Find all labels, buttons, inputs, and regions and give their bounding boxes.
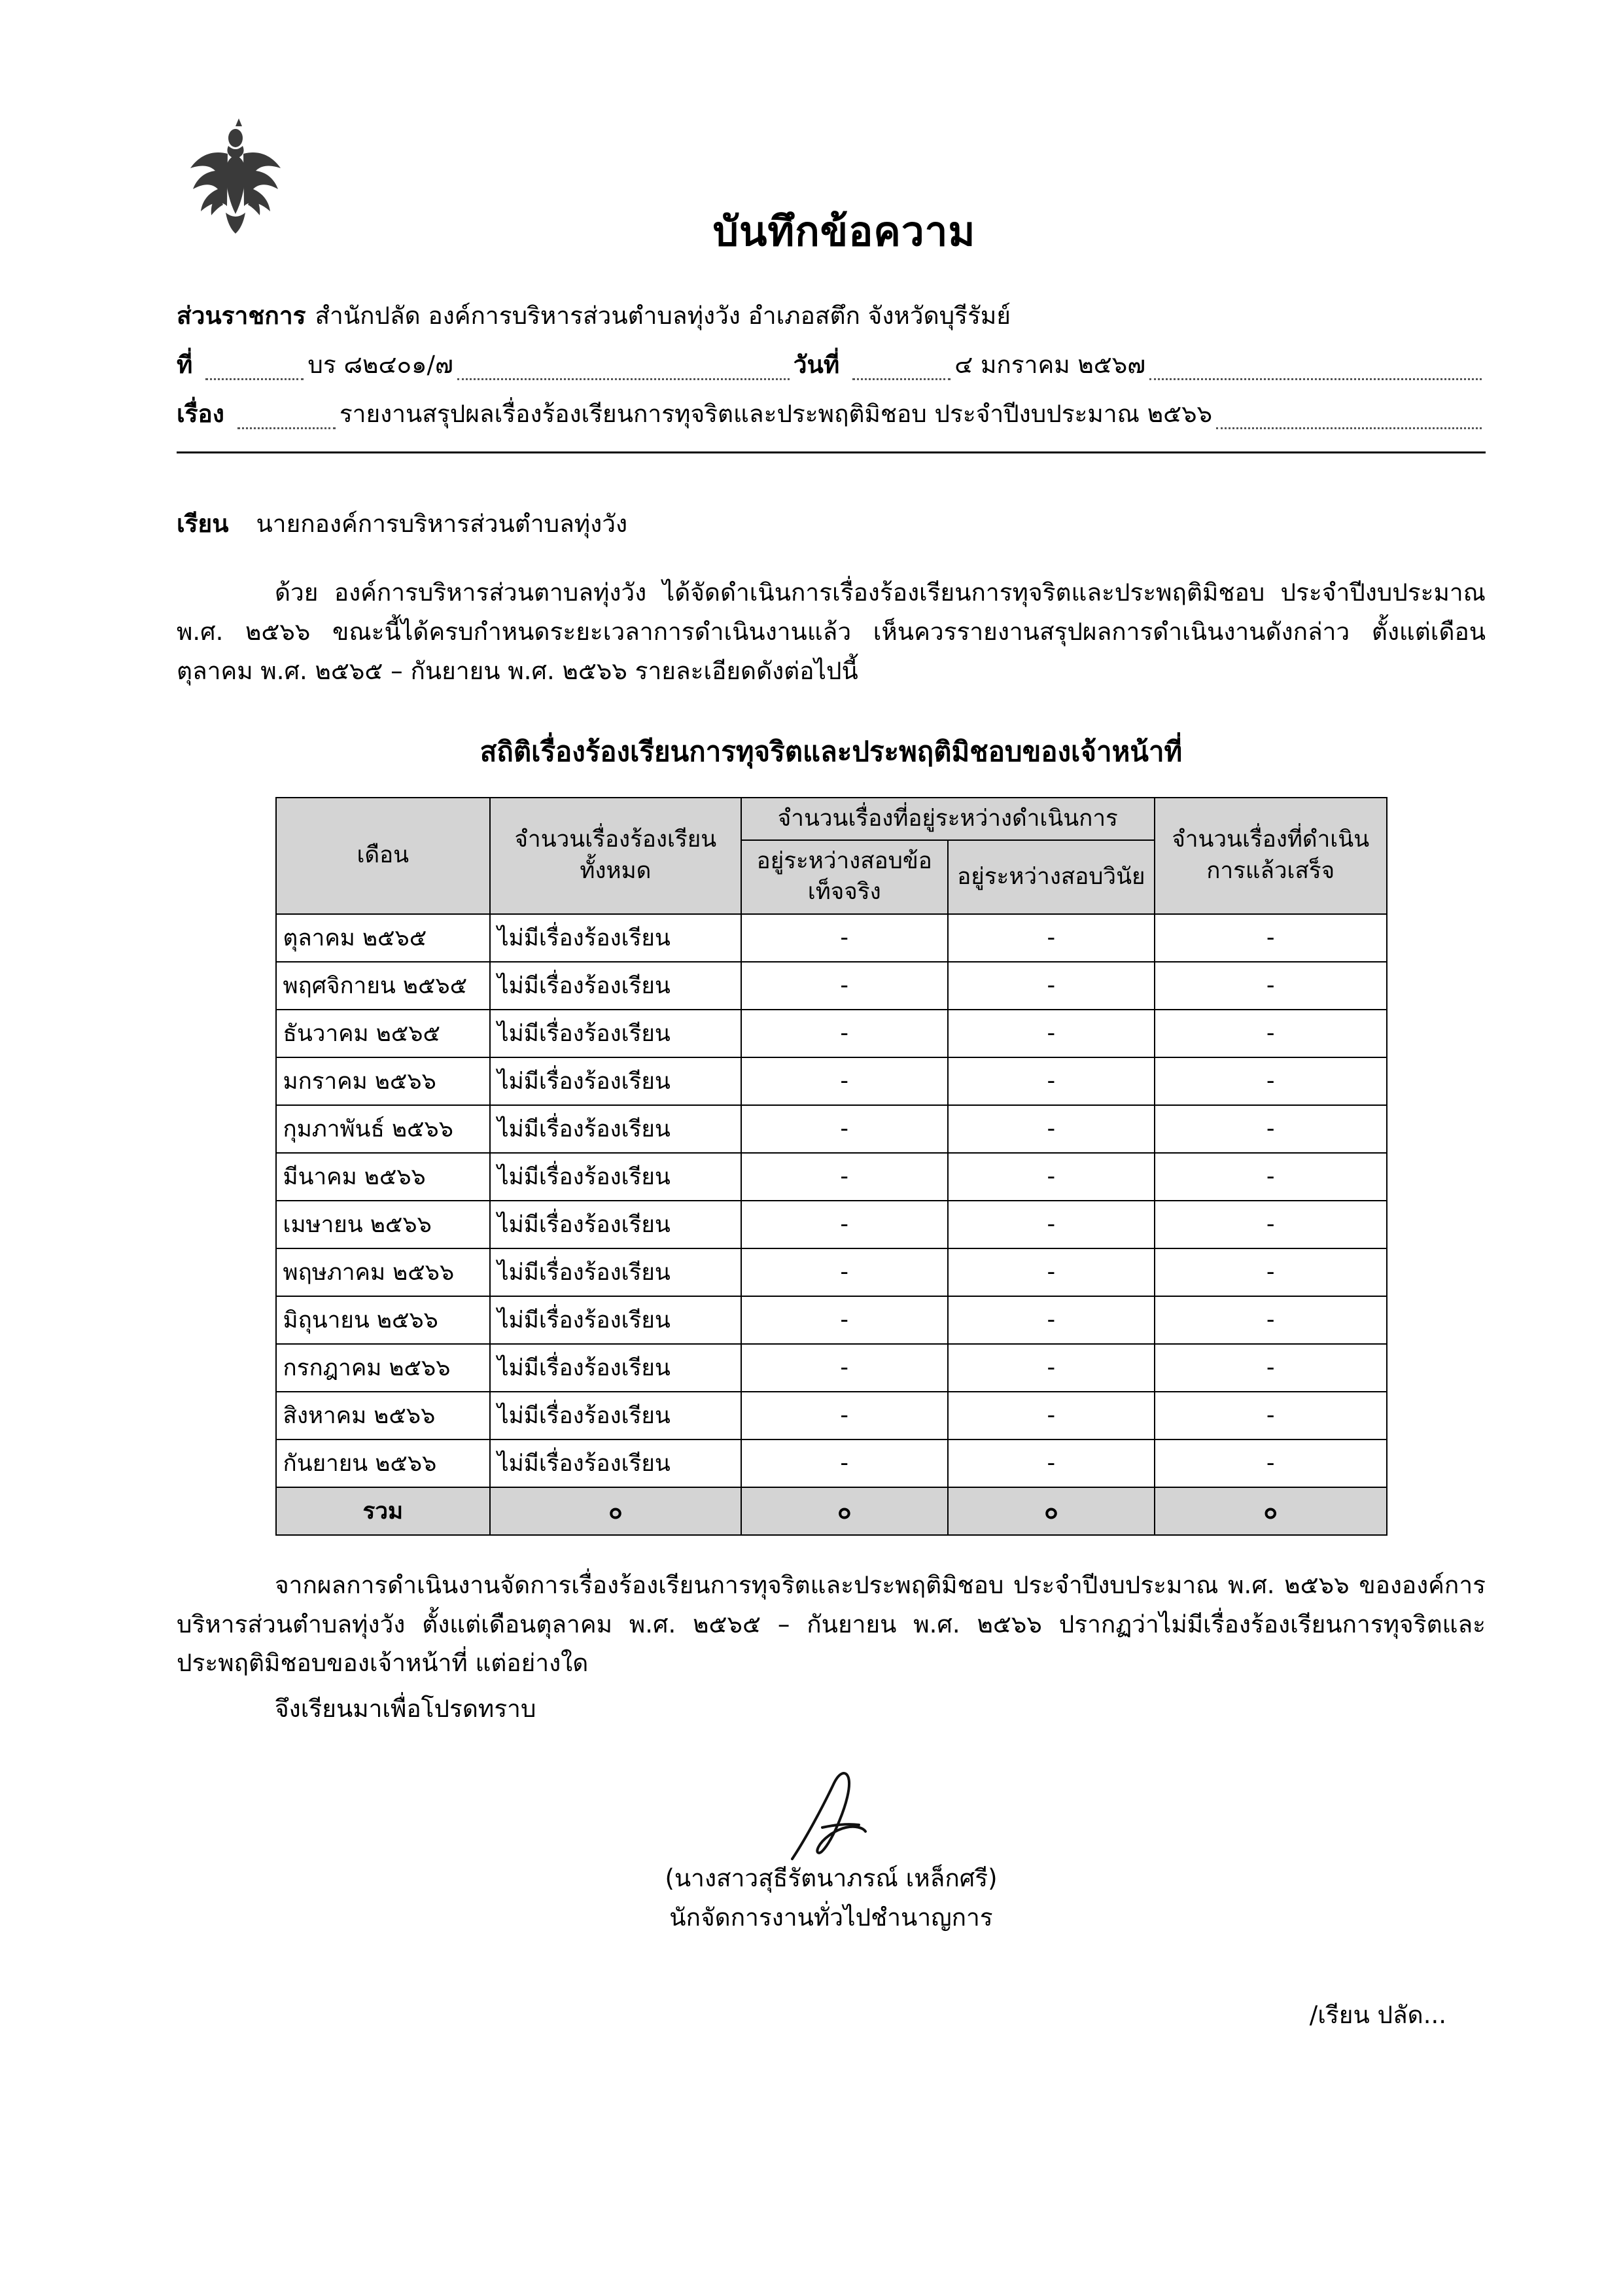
cell-month: พฤษภาคม ๒๕๖๖ [276, 1248, 491, 1296]
cell-total: ไม่มีเรื่องร้องเรียน [490, 962, 741, 1010]
header-in-progress-fact: อยู่ระหว่างสอบข้อเท็จจริง [741, 840, 948, 914]
addressee-value: นายกองค์การบริหารส่วนตำบลทุ่งวัง [256, 510, 628, 538]
body-paragraph-2: จากผลการดำเนินงานจัดการเรื่องร้องเรียนการทุจริตและประพฤติมิชอบ ประจำปีงบประมาณ พ.ศ. ๒๕๖๖ ขององค์การบริหารส่วนตำบลทุ่งวัง ตั้งแต่เดือนตุลาคม พ.ศ. ๒๕๖๕ – กันยายน พ.ศ. ๒๕๖๖ ปรากฏว่าไม่มีเรื่องร้องเรียนการทุจริตและประพฤติมิชอบของเจ้าหน้าที่ แต่อย่างใด [177, 1570, 1486, 1678]
cell-completed: - [1155, 1296, 1387, 1344]
dot-leader [1216, 409, 1482, 429]
cell-discipline: - [948, 1296, 1155, 1344]
cell-total: ไม่มีเรื่องร้องเรียน [490, 1392, 741, 1439]
cell-fact: - [741, 1439, 948, 1487]
cell-fact: - [741, 914, 948, 962]
summary-fact: ๐ [741, 1487, 948, 1535]
agency-label: ส่วนราชการ [177, 302, 306, 330]
cell-discipline: - [948, 962, 1155, 1010]
cell-discipline: - [948, 1153, 1155, 1201]
table-body [276, 914, 1387, 1535]
handwritten-signature [694, 1767, 969, 1865]
cell-completed: - [1155, 1057, 1387, 1105]
cell-month: กุมภาพันธ์ ๒๕๖๖ [276, 1105, 491, 1153]
cell-month: เมษายน ๒๕๖๖ [276, 1201, 491, 1248]
header-in-progress-discipline: อยู่ระหว่างสอบวินัย [948, 840, 1155, 914]
dot-leader [457, 360, 790, 380]
cell-completed: - [1155, 1248, 1387, 1296]
cell-fact: - [741, 1248, 948, 1296]
cell-completed: - [1155, 914, 1387, 962]
cell-fact: - [741, 1057, 948, 1105]
cell-discipline: - [948, 1344, 1155, 1392]
agency-value: สำนักปลัด องค์การบริหารส่วนตำบลทุ่งวัง อำเภอสตึก จังหวัดบุรีรัมย์ [315, 302, 1011, 330]
cell-discipline: - [948, 1105, 1155, 1153]
routing-note: /เรียน ปลัด... [1309, 2000, 1446, 2029]
cell-completed: - [1155, 1201, 1387, 1248]
table-row [276, 1057, 1387, 1105]
document-title: บันทึกข้อความ [712, 207, 976, 255]
number-value: บร ๘๒๔๐๑/๗ [307, 351, 453, 379]
signature-name: (นางสาวสุธีรัตนาภรณ์ เหล็กศรี) [665, 1864, 998, 1893]
cell-month: พฤศจิกายน ๒๕๖๕ [276, 962, 491, 1010]
cell-month: ธันวาคม ๒๕๖๕ [276, 1010, 491, 1057]
body-paragraph-1: ด้วย องค์การบริหารส่วนตาบลทุ่งวัง ได้จัดดำเนินการเรื่องร้องเรียนการทุจริตและประพฤติมิชอบ ประจำปีงบประมาณ พ.ศ. ๒๕๖๖ ขณะนี้ได้ครบกำหนดระยะเวลาการดำเนินงานแล้ว เห็นควรรายงานสรุปผลการดำเนินงานดังกล่าว ตั้งแต่เดือนตุลาคม พ.ศ. ๒๕๖๕ – กันยายน พ.ศ. ๒๕๖๖ รายละเอียดดังต่อไปนี้ [177, 578, 1486, 685]
cell-total: ไม่มีเรื่องร้องเรียน [490, 1248, 741, 1296]
cell-total: ไม่มีเรื่องร้องเรียน [490, 914, 741, 962]
table-row [276, 1248, 1387, 1296]
summary-label: รวม [276, 1487, 491, 1535]
cell-month: มกราคม ๒๕๖๖ [276, 1057, 491, 1105]
cell-month: ตุลาคม ๒๕๖๕ [276, 914, 491, 962]
dot-leader [205, 360, 304, 380]
complaint-statistics-table [275, 797, 1387, 1536]
cell-total: ไม่มีเรื่องร้องเรียน [490, 1201, 741, 1248]
cell-total: ไม่มีเรื่องร้องเรียน [490, 1296, 741, 1344]
table-row [276, 1010, 1387, 1057]
dot-leader [1149, 360, 1482, 380]
table-head [276, 798, 1387, 914]
cell-discipline: - [948, 1057, 1155, 1105]
signature-position: นักจัดการงานทั่วไปชำนาญการ [669, 1903, 993, 1932]
date-label: วันที่ [793, 351, 840, 379]
cell-discipline: - [948, 1439, 1155, 1487]
header-completed: จำนวนเรื่องที่ดำเนินการแล้วเสร็จ [1155, 798, 1387, 914]
cell-month: สิงหาคม ๒๕๖๖ [276, 1392, 491, 1439]
table-row [276, 914, 1387, 962]
cell-total: ไม่มีเรื่องร้องเรียน [490, 1057, 741, 1105]
cell-total: ไม่มีเรื่องร้องเรียน [490, 1153, 741, 1201]
cell-completed: - [1155, 1439, 1387, 1487]
table-row [276, 1392, 1387, 1439]
table-row [276, 1439, 1387, 1487]
agency-row [177, 296, 1486, 335]
cell-total: ไม่มีเรื่องร้องเรียน [490, 1439, 741, 1487]
dot-leader [852, 360, 951, 380]
cell-discipline: - [948, 914, 1155, 962]
cell-total: ไม่มีเรื่องร้องเรียน [490, 1010, 741, 1057]
table-summary-row [276, 1487, 1387, 1535]
cell-discipline: - [948, 1392, 1155, 1439]
cell-discipline: - [948, 1248, 1155, 1296]
cell-fact: - [741, 1201, 948, 1248]
header-month: เดือน [276, 798, 491, 914]
cell-fact: - [741, 1010, 948, 1057]
subject-label: เรื่อง [177, 400, 224, 428]
summary-completed: ๐ [1155, 1487, 1387, 1535]
cell-discipline: - [948, 1201, 1155, 1248]
table-row [276, 1153, 1387, 1201]
cell-completed: - [1155, 1105, 1387, 1153]
date-value: ๔ มกราคม ๒๕๖๗ [954, 351, 1146, 379]
header-total-complaints: จำนวนเรื่องร้องเรียนทั้งหมด [490, 798, 741, 914]
cell-fact: - [741, 962, 948, 1010]
table-row [276, 1105, 1387, 1153]
dot-leader [237, 409, 336, 429]
number-label: ที่ [177, 351, 193, 379]
number-date-row [177, 345, 1486, 384]
table-row [276, 1201, 1387, 1248]
cell-fact: - [741, 1105, 948, 1153]
cell-completed: - [1155, 1392, 1387, 1439]
cell-completed: - [1155, 1153, 1387, 1201]
summary-total: ๐ [490, 1487, 741, 1535]
garuda-emblem [186, 115, 285, 239]
cell-completed: - [1155, 962, 1387, 1010]
subject-row [177, 395, 1486, 433]
cell-discipline: - [948, 1010, 1155, 1057]
cell-month: กันยายน ๒๕๖๖ [276, 1439, 491, 1487]
table-row [276, 1344, 1387, 1392]
header-divider [177, 451, 1486, 453]
table-row [276, 1296, 1387, 1344]
header-in-progress-group: จำนวนเรื่องที่อยู่ระหว่างดำเนินการ [741, 798, 1155, 840]
header-fields [177, 296, 1486, 453]
cell-fact: - [741, 1392, 948, 1439]
cell-month: มิถุนายน ๒๕๖๖ [276, 1296, 491, 1344]
cell-total: ไม่มีเรื่องร้องเรียน [490, 1344, 741, 1392]
cell-month: กรกฎาคม ๒๕๖๖ [276, 1344, 491, 1392]
cell-fact: - [741, 1296, 948, 1344]
table-header-row-1 [276, 798, 1387, 840]
cell-completed: - [1155, 1010, 1387, 1057]
addressee-row [177, 504, 1486, 543]
summary-discipline: ๐ [948, 1487, 1155, 1535]
cell-fact: - [741, 1344, 948, 1392]
subject-value: รายงานสรุปผลเรื่องร้องเรียนการทุจริตและประพฤติมิชอบ ประจำปีงบประมาณ ๒๕๖๖ [339, 400, 1213, 428]
table-row [276, 962, 1387, 1010]
closing-line: จึงเรียนมาเพื่อโปรดทราบ [275, 1695, 536, 1723]
table-title: สถิติเรื่องร้องเรียนการทุจริตและประพฤติมิชอบของเจ้าหน้าที่ [480, 735, 1183, 768]
cell-fact: - [741, 1153, 948, 1201]
signature-block [177, 1767, 1486, 1936]
cell-total: ไม่มีเรื่องร้องเรียน [490, 1105, 741, 1153]
cell-completed: - [1155, 1344, 1387, 1392]
cell-month: มีนาคม ๒๕๖๖ [276, 1153, 491, 1201]
addressee-label: เรียน [177, 510, 229, 538]
